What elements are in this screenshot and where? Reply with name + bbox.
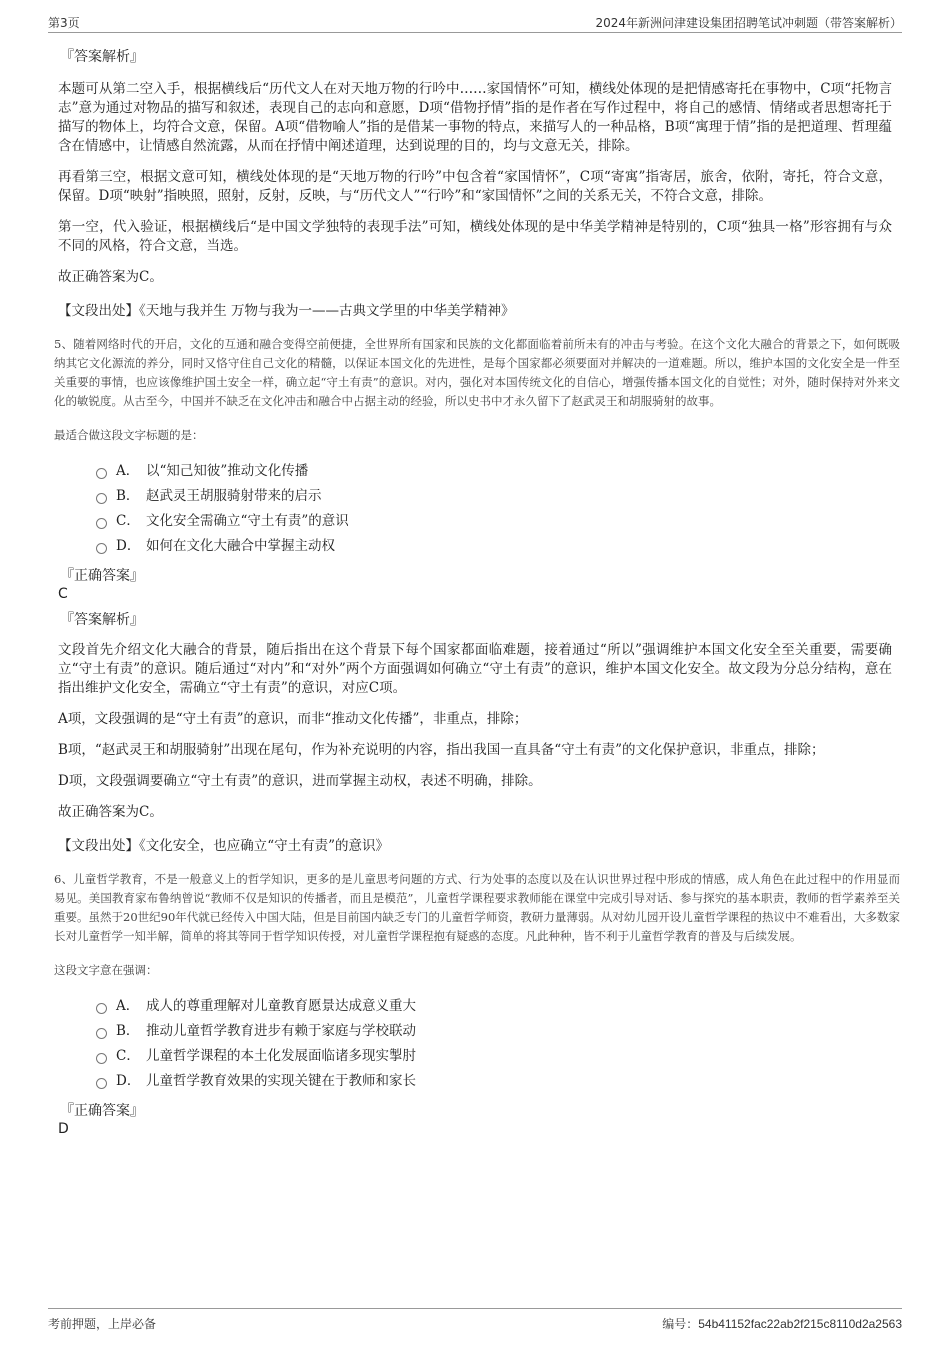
radio-button[interactable] xyxy=(96,518,107,529)
page-footer xyxy=(48,1308,902,1337)
correct-answer: C xyxy=(58,586,68,602)
question-6-options xyxy=(96,994,892,1094)
radio-button[interactable] xyxy=(96,1078,107,1089)
analysis-paragraph: D项，文段强调要确立“守土有责”的意识，进而掌握主动权，表述不明确，排除。 xyxy=(58,773,542,789)
analysis-paragraph: B项，“赵武灵王和胡服骑射”出现在尾句，作为补充说明的内容，指出我国一直具备“守土有责”的文化保护意识，非重点，排除； xyxy=(58,742,825,758)
radio-button[interactable] xyxy=(96,468,107,479)
correct-answer: D xyxy=(58,1121,69,1137)
correct-answer-label: 『正确答案』 xyxy=(60,1103,144,1119)
question-5-text: 5、随着网络时代的开启，文化的互通和融合变得空前便捷，全世界所有国家和民族的文化都面临着前所未有的冲击与考验。在这个文化大融合的背景之下，如何既吸纳其它文化源流的养分，同时又恪守住自己文化的精髓，以保证本国文化的先进性，是每个国家都必须要面对并解决的一道难题。所以，维护本国的文化安全是一件至关重要的事情，也应该像维护国土安全一样，确立起“守土有责”的意识。对内，强化对本国传统文化的自信心，增强传播本国文化的自觉性；对外，随时保持对外来文化的敏锐度。从古至今，中国并不缺乏在文化冲击和融合中占据主动的经验，所以史书中才永久留下了赵武灵王和胡服骑射的故事。 xyxy=(54,337,900,408)
question-6-text: 6、儿童哲学教育，不是一般意义上的哲学知识，更多的是儿童思考问题的方式、行为处事的态度以及在认识世界过程中形成的情感，成人角色在此过程中的作用显而易见。美国教育家布鲁纳曾说“教师不仅是知识的传播者，而且是模范”，儿童哲学课程要求教师能在课堂中完成引导对话、参与探究的基本职责，教师的哲学素养至关重要。虽然于20世纪90年代就已经传入中国大陆，但是目前国内缺乏专门的儿童哲学师资，教研力量薄弱。从对幼儿园开设儿童哲学课程的热议中不难看出，大多数家长对儿童哲学一知半解，简单的将其等同于哲学知识传授，对儿童哲学课程抱有疑惑的态度。凡此种种，皆不利于儿童哲学教育的普及与后续发展。 xyxy=(54,872,900,943)
analysis-paragraph: A项，文段强调的是“守土有责”的意识，而非“推动文化传播”，非重点，排除； xyxy=(58,711,528,727)
option-d[interactable]: D． 儿童哲学教育效果的实现关键在于教师和家长 xyxy=(96,1069,892,1094)
analysis-label: 『答案解析』 xyxy=(60,49,144,65)
page-header xyxy=(48,12,902,33)
analysis-conclusion: 故正确答案为C。 xyxy=(58,804,163,820)
analysis-paragraph: 本题可从第二空入手，根据横线后“历代文人在对天地万物的行吟中……家国情怀”可知，横线处体现的是把情感寄托在事物中，C项“托物言志”意为通过对物品的描写和叙述，表现自己的志向和意愿，D项“借物抒情”指的是作者在写作过程中，将自己的感情、情绪或者思想寄托于描写的物体上，均符合文意，保留。A项“借物喻人”指的是借某一事物的特点，来描写人的一种品格，B项“寓理于情”指的是把道理、哲理蕴含在情感中，让情感自然流露，从而在抒情中阐述道理，达到说理的目的，均与文意无关，排除。 xyxy=(58,81,892,154)
analysis-paragraph: 再看第三空，根据文意可知，横线处体现的是“天地万物的行吟”中包含着“家国情怀”，C项“寄寓”指寄居，旅舍，依附，寄托，符合文意，保留。D项“映射”指映照，照射，反射，反映，与“历代文人”“行吟”和“家国情怀”之间的关系无关，不符合文意，排除。 xyxy=(58,169,892,204)
option-b[interactable]: B． 赵武灵王胡服骑射带来的启示 xyxy=(96,484,892,509)
radio-button[interactable] xyxy=(96,1003,107,1014)
question-6-prompt: 这段文字意在强调： xyxy=(54,963,158,977)
analysis-paragraph: 第一空，代入验证，根据横线后“是中国文学独特的表现手法”可知，横线处体现的是中华美学精神是特别的，C项“独具一格”形容拥有与众不同的风格，符合文意，当选。 xyxy=(58,219,892,254)
option-a[interactable]: A． 以“知己知彼”推动文化传播 xyxy=(96,459,892,484)
radio-button[interactable] xyxy=(96,543,107,554)
option-c[interactable]: C． 儿童哲学课程的本土化发展面临诸多现实掣肘 xyxy=(96,1044,892,1069)
footer-slogan: 考前押题，上岸必备 xyxy=(48,1317,157,1331)
option-a[interactable]: A． 成人的尊重理解对儿童教育愿景达成意义重大 xyxy=(96,994,892,1019)
source-citation: 【文段出处】《文化安全，也应确立“守土有责”的意识》 xyxy=(58,838,390,854)
option-c[interactable]: C． 文化安全需确立“守土有责”的意识 xyxy=(96,509,892,534)
radio-button[interactable] xyxy=(96,1053,107,1064)
radio-button[interactable] xyxy=(96,493,107,504)
document-code xyxy=(662,1315,902,1332)
question-5-options xyxy=(96,459,892,559)
code-value: 54b41152fac22ab2f215c8110d2a2563 xyxy=(698,1317,902,1331)
radio-button[interactable] xyxy=(96,1028,107,1039)
option-b[interactable]: B． 推动儿童哲学教育进步有赖于家庭与学校联动 xyxy=(96,1019,892,1044)
analysis-label: 『答案解析』 xyxy=(60,612,144,628)
code-label: 编号： xyxy=(662,1317,699,1331)
document-body xyxy=(54,40,900,1138)
page-number: 第3页 xyxy=(48,16,80,30)
document-title: 2024年新洲问津建设集团招聘笔试冲刺题（带答案解析） xyxy=(595,16,902,30)
source-citation: 【文段出处】《天地与我并生 万物与我为一——古典文学里的中华美学精神》 xyxy=(58,303,515,319)
question-5-prompt: 最适合做这段文字标题的是： xyxy=(54,428,204,442)
analysis-conclusion: 故正确答案为C。 xyxy=(58,269,163,285)
analysis-paragraph: 文段首先介绍文化大融合的背景，随后指出在这个背景下每个国家都面临难题，接着通过“所以”强调维护本国文化安全至关重要，需要确立“守土有责”的意识。随后通过“对内”和“对外”两个方面强调如何确立“守土有责”的意识，维护本国文化安全。故文段为分总分结构，意在指出维护文化安全，需确立“守土有责”的意识，对应C项。 xyxy=(58,642,892,696)
option-d[interactable]: D． 如何在文化大融合中掌握主动权 xyxy=(96,534,892,559)
correct-answer-label: 『正确答案』 xyxy=(60,568,144,584)
